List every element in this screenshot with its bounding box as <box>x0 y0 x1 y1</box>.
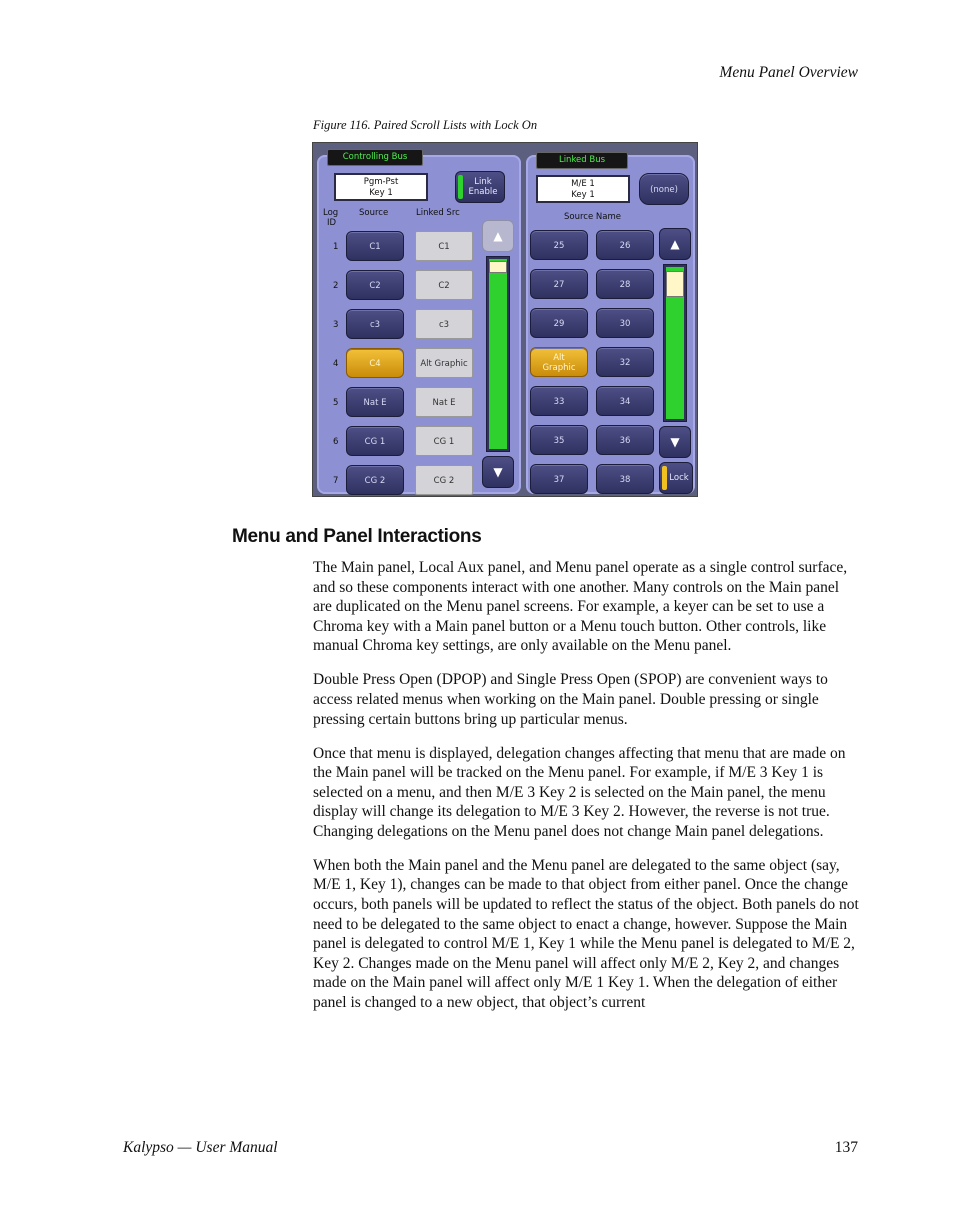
link-enable-toggle[interactable] <box>455 171 505 203</box>
running-head: Menu Panel Overview <box>719 64 858 81</box>
source-name-button[interactable]: 35 <box>530 425 588 455</box>
linked-src-button[interactable]: CG 1 <box>415 426 473 456</box>
right-scrollbar[interactable] <box>663 264 687 422</box>
source-name-button[interactable]: 29 <box>530 308 588 338</box>
log-id: 3 <box>333 320 339 330</box>
linked-bus-panel <box>526 155 695 494</box>
source-name-button[interactable]: 37 <box>530 464 588 494</box>
controlling-bus-panel <box>317 152 521 494</box>
source-name-button[interactable]: 33 <box>530 386 588 416</box>
linked-bus-display-line2: Key 1 <box>571 190 595 200</box>
right-scroll-up-button[interactable]: ▲ <box>659 228 691 260</box>
section-title: Menu and Panel Interactions <box>232 526 482 547</box>
paragraph-1: The Main panel, Local Aux panel, and Menu panel operate as a single control surface, and so these components interact with one another. Many controls on the Main panel are duplicated on the Menu panel screens. For example, a keyer can be set to use a Chroma key with a Main panel button or a Menu touch button. Other controls, like manual Chroma key settings, are only available on the Menu panel. <box>313 559 848 655</box>
col-header-log: Log <box>323 208 339 218</box>
controlling-bus-display[interactable] <box>334 173 428 201</box>
lock-led <box>662 466 667 490</box>
linked-bus-display[interactable] <box>536 175 630 203</box>
log-id: 4 <box>333 359 339 369</box>
linked-src-button[interactable]: Nat E <box>415 387 473 417</box>
linked-src-button[interactable]: Alt Graphic <box>415 348 473 378</box>
source-button[interactable]: C4 <box>346 348 404 378</box>
controlling-bus-display-line2: Key 1 <box>369 188 393 198</box>
col-header-source: Source <box>359 208 389 218</box>
link-enable-line1: Link <box>474 177 492 187</box>
linked-src-button[interactable]: C1 <box>415 231 473 261</box>
source-button[interactable]: C2 <box>346 270 404 300</box>
source-name-button[interactable]: 27 <box>530 269 588 299</box>
linked-src-button[interactable]: C2 <box>415 270 473 300</box>
source-button[interactable]: c3 <box>346 309 404 339</box>
source-name-button[interactable]: 26 <box>596 230 654 260</box>
paragraph-4: When both the Main panel and the Menu panel are delegated to the same object (say, M/E 1, Key 1), changes can be made to that object from either panel. Once the change occurs, both panels will be updated to reflect the status of the object. Both panels do not need to be delegated to the same object to enact a change, however. Suppose the Main panel is delegated to control M/E 1, Key 1 while the Menu panel is delegated to M/E 2, Key 2. Changes made on the Menu panel will affect only M/E 2, Key 2, and changes made on the Main panel will affect only M/E 1 Key 1. When the delegation of either panel is changed to a new object, that object’s current <box>313 856 859 1012</box>
linked-src-button[interactable]: CG 2 <box>415 465 473 495</box>
none-button[interactable]: (none) <box>639 173 689 205</box>
source-name-button[interactable]: 25 <box>530 230 588 260</box>
paragraph-2: Double Press Open (DPOP) and Single Press Open (SPOP) are convenient ways to access related menus when working on the Main panel. Double pressing or single pressing certain buttons bring up particular menus. <box>313 671 828 728</box>
source-button[interactable]: C1 <box>346 231 404 261</box>
left-scrollbar[interactable] <box>486 256 510 452</box>
source-button[interactable]: CG 1 <box>346 426 404 456</box>
source-name-button[interactable]: 28 <box>596 269 654 299</box>
log-id: 6 <box>333 437 339 447</box>
col-header-id: ID <box>327 218 337 228</box>
log-id: 7 <box>333 476 339 486</box>
source-button[interactable]: CG 2 <box>346 465 404 495</box>
controlling-bus-tag: Controlling Bus <box>327 149 423 166</box>
source-name-button[interactable]: 32 <box>596 347 654 377</box>
body-text <box>313 558 861 1027</box>
lock-toggle[interactable] <box>659 462 693 494</box>
page-number: 137 <box>834 1139 858 1156</box>
source-name-button[interactable]: 38 <box>596 464 654 494</box>
lock-label: Lock <box>669 473 689 483</box>
col-header-linked-src: Linked Src <box>416 208 460 218</box>
link-enable-led <box>458 175 463 199</box>
source-button[interactable]: Nat E <box>346 387 404 417</box>
source-name-button[interactable]: 30 <box>596 308 654 338</box>
left-scrollbar-thumb[interactable] <box>489 261 507 273</box>
linked-bus-display-line1: M/E 1 <box>571 179 595 189</box>
footer-title: Kalypso — User Manual <box>123 1139 278 1156</box>
figure-screenshot <box>312 142 698 497</box>
source-name-button[interactable]: 36 <box>596 425 654 455</box>
source-name-button[interactable]: 34 <box>596 386 654 416</box>
linked-src-button[interactable]: c3 <box>415 309 473 339</box>
log-id: 2 <box>333 281 339 291</box>
right-scroll-down-button[interactable]: ▼ <box>659 426 691 458</box>
alt-graphic-line2: Graphic <box>542 363 576 373</box>
left-scroll-down-button[interactable]: ▼ <box>482 456 514 488</box>
log-id: 5 <box>333 398 339 408</box>
right-scrollbar-thumb[interactable] <box>666 271 684 297</box>
left-scroll-up-button[interactable]: ▲ <box>482 220 514 252</box>
linked-bus-tag: Linked Bus <box>536 152 628 169</box>
log-id: 1 <box>333 242 339 252</box>
figure-caption: Figure 116. Paired Scroll Lists with Lock On <box>313 118 538 132</box>
source-name-button[interactable] <box>530 347 588 377</box>
alt-graphic-line1: Alt <box>553 353 565 363</box>
col-header-source-name: Source Name <box>564 212 621 222</box>
link-enable-line2: Enable <box>468 187 498 197</box>
left-scrollbar-fill <box>489 259 507 449</box>
controlling-bus-display-line1: Pgm-Pst <box>363 177 399 187</box>
paragraph-3: Once that menu is displayed, delegation changes affecting that menu that are made on the Main panel will be tracked on the Menu panel. For example, if M/E 3 Key 1 is selected on a menu, and then M/E 3 Key 2 is selected on the Main panel, the menu display will change its delegation to M/E 3 Key 2. However, the reverse is not true. Changing delegations on the Menu panel does not change Main panel delegations. <box>313 744 846 840</box>
